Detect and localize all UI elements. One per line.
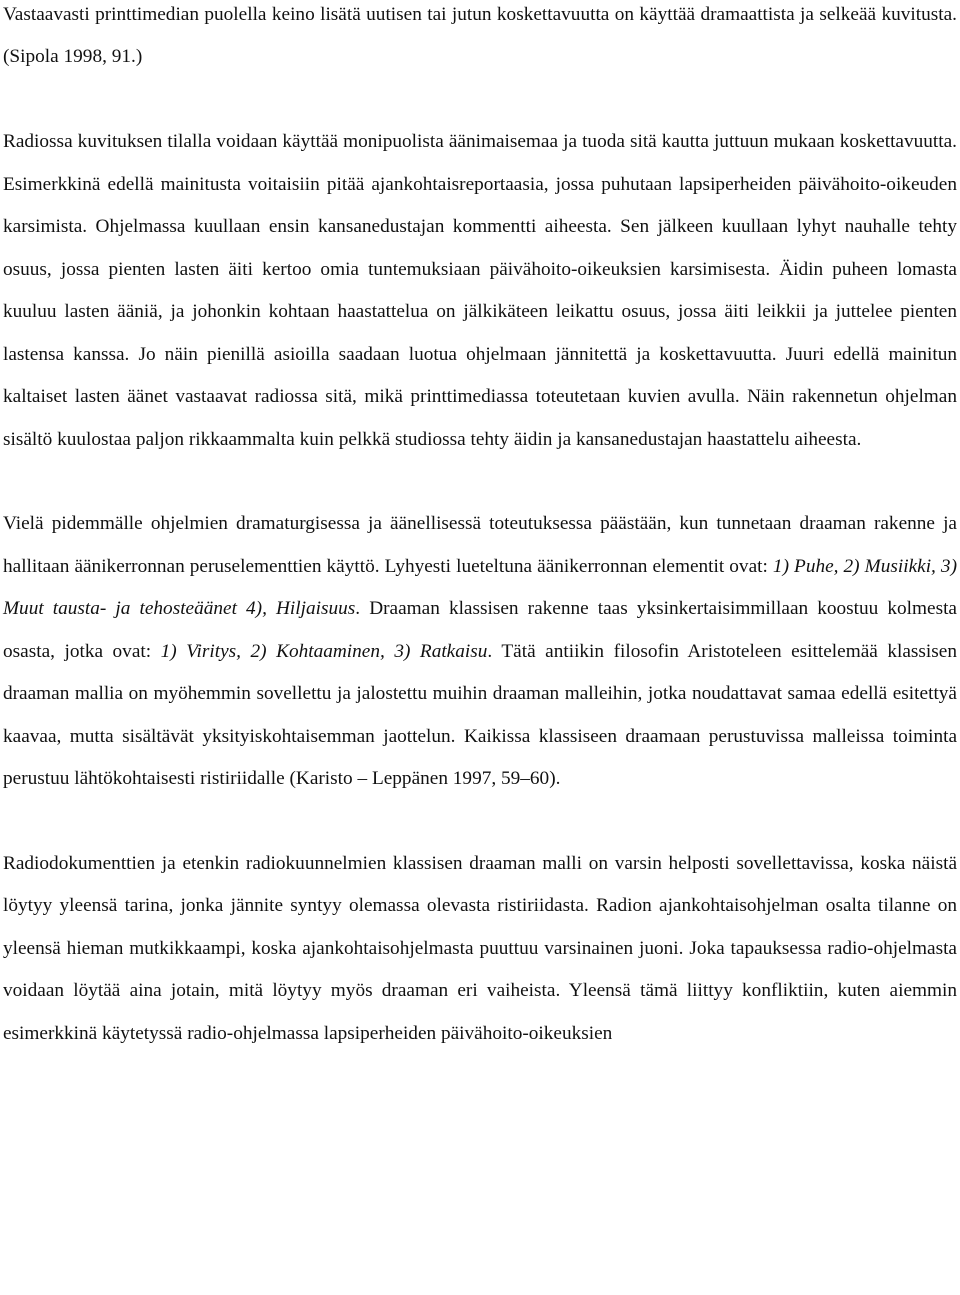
paragraph-spacer	[3, 461, 957, 503]
sound-elements-list: 1) Puhe, 2) Musiikki, 3) Muut tausta- ja tehosteäänet 4), Hiljaisuus	[3, 555, 957, 620]
paragraph-1: Vastaavasti printtimedian puolella keino lisätä uutisen tai jutun koskettavuutta on käyttää dramaattista ja selkeää kuvitusta. (Sipola 1998, 91.)	[3, 4, 957, 68]
paragraph-3-text-c: . Draaman klassisen rakenne taas yksinkertaisimmillaan koostuu kolmesta osasta, jotka ovat:	[3, 598, 957, 662]
paragraph-spacer	[3, 801, 957, 843]
paragraph-2: Radiossa kuvituksen tilalla voidaan käyttää monipuolista äänimaisemaa ja tuoda sitä kautta juttuun mukaan koskettavuutta. Esimerkkinä edellä mainitusta voitaisiin pitää ajankohtaisreportaasia, jossa puhutaan lapsiperheiden päivähoito-oikeuden karsimista. Ohjelmassa kuullaan ensin kansanedustajan kommentti aiheesta. Sen jälkeen kuullaan lyhyt nauhalle tehty osuus, jossa pienten lasten äiti kertoo omia tuntemuksiaan päivähoito-oikeuksien karsimisesta. Äidin puheen lomasta kuuluu lasten ääniä, ja johonkin kohtaan haastattelua on jälkikäteen leikattu osuus, jossa äiti leikkii ja juttelee pienten lastensa kanssa. Jo näin pienillä asioilla saadaan luotua ohjelmaan jännitettä ja koskettavuutta. Juuri edellä mainitun kaltaiset lasten äänet vastaavat radiossa sitä, mikä printtimediassa toteutetaan kuvien avulla. Näin rakennetun ohjelman sisältö kuulostaa paljon rikkaammalta kuin pelkkä studiossa tehty äidin ja kansanedustajan haastattelu aiheesta.	[3, 131, 957, 450]
paragraph-4: Radiodokumenttien ja etenkin radiokuunnelmien klassisen draaman malli on varsin helposti sovellettavissa, koska näistä löytyy yleensä tarina, jonka jännite syntyy olemassa olevasta ristiriidasta. Radion ajankohtaisohjelman osalta tilanne on yleensä hieman mutkikkaampi, koska ajankohtaisohjelmasta puuttuu varsinainen juoni. Joka tapauksessa radio-ohjelmasta voidaan löytää aina jotain, mitä löytyy myös draaman eri vaiheista. Yleensä tämä liittyy konfliktiin, kuten aiemmin esimerkkinä käytetyssä radio-ohjelmassa lapsiperheiden päivähoito-oikeuksien	[3, 853, 957, 1044]
paragraph-3-text-e: . Tätä antiikin filosofin Aristoteleen esittelemää klassisen draaman mallia on myöhemmin sovellettu ja jalostettu muihin draaman malleihin, jotka noudattavat samaa edellä esitettyä kaavaa, mutta sisältävät yksityiskohtaisemman jaottelun. Kaikissa klassiseen draamaan perustuvissa malleissa toiminta perustuu lähtökohtaisesti ristiriidalle (Karisto – Leppänen 1997, 59–60).	[3, 640, 957, 790]
paragraph-3	[3, 503, 957, 800]
document-page	[3, 0, 957, 1055]
paragraph-spacer	[3, 79, 957, 121]
paragraph-3-text-a: Vielä pidemmälle ohjelmien dramaturgisessa ja äänellisessä toteutuksessa päästään, kun tunnetaan draaman rakenne ja hallitaan äänikerronnan peruselementtien käyttö. Lyhyesti lueteltuna äänikerronnan elementit ovat:	[3, 513, 957, 577]
drama-structure-list: 1) Viritys, 2) Kohtaaminen, 3) Ratkaisu	[160, 640, 488, 662]
